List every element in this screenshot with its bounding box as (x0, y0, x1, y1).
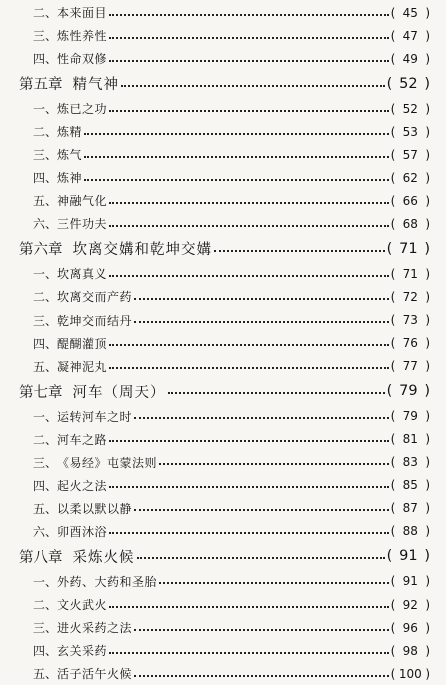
dot-leader (109, 100, 389, 112)
close-paren: ) (425, 147, 430, 162)
toc-page-number: 100 (398, 666, 422, 681)
open-paren: ( (390, 597, 396, 612)
toc-section-row (0, 428, 446, 451)
close-paren: ) (425, 432, 430, 447)
toc-section-row (0, 332, 446, 355)
open-paren: ( (390, 193, 396, 208)
open-paren: ( (390, 124, 396, 139)
toc-entry-title: 炼神 (57, 171, 83, 186)
toc-entry-title: 凝神泥丸 (57, 359, 108, 374)
toc-page-number: 47 (402, 28, 418, 43)
dot-leader (109, 27, 389, 39)
close-paren: ) (425, 501, 430, 516)
toc-page-number: 53 (402, 124, 418, 139)
toc-entry-title: 《易经》屯蒙法则 (57, 455, 158, 470)
toc-entry-title: 起火之法 (57, 478, 108, 493)
open-paren: ( (390, 170, 396, 185)
toc-entry-title: 神融气化 (57, 194, 108, 209)
close-paren: ) (425, 313, 430, 328)
close-paren: ) (425, 170, 430, 185)
open-paren: ( (390, 266, 396, 281)
toc-chapter-row (0, 70, 446, 97)
toc-page-number: 88 (402, 524, 418, 539)
open-paren: ( (390, 147, 396, 162)
open-paren: ( (386, 548, 393, 565)
dot-leader (134, 288, 389, 300)
dot-leader (84, 123, 389, 135)
toc-section-row (0, 639, 446, 662)
dot-leader (109, 4, 389, 16)
toc-entry-title: 炼精 (57, 125, 83, 140)
toc-page-number: 57 (402, 147, 418, 162)
toc-page-number: 72 (402, 289, 418, 304)
open-paren: ( (390, 51, 396, 66)
dot-leader (134, 619, 389, 631)
toc-entry-number: 二、 (33, 6, 58, 21)
dot-leader (168, 382, 385, 394)
toc-page-number: 87 (402, 501, 418, 516)
toc-section-row (0, 616, 446, 639)
dot-leader (214, 240, 385, 252)
open-paren: ( (390, 101, 396, 116)
toc-entry-title: 河车（周天） (72, 384, 166, 401)
open-paren: ( (390, 524, 396, 539)
toc-entry-number: 三、 (33, 313, 58, 328)
toc-entry-title: 卯酉沐浴 (57, 524, 108, 539)
toc-entry-number: 一、 (33, 409, 58, 424)
toc-chapter-row (0, 235, 446, 262)
toc-section-row (0, 570, 446, 593)
close-paren: ) (425, 51, 430, 66)
toc-entry-number: 三、 (33, 621, 58, 636)
close-paren: ) (425, 359, 430, 374)
toc-page-number: 73 (402, 313, 418, 328)
toc-page-number: 83 (402, 455, 418, 470)
dot-leader (109, 192, 389, 204)
open-paren: ( (390, 359, 396, 374)
table-of-contents (0, 1, 446, 685)
toc-entry-number: 四、 (33, 478, 58, 493)
dot-leader (121, 75, 385, 87)
toc-chapter-row (0, 378, 446, 405)
close-paren: ) (425, 193, 430, 208)
toc-section-row (0, 47, 446, 70)
dot-leader (84, 169, 389, 181)
open-paren: ( (390, 455, 396, 470)
toc-entry-number: 三、 (33, 29, 58, 44)
open-paren: ( (390, 336, 396, 351)
toc-page-number: 52 (399, 75, 418, 92)
close-paren: ) (425, 643, 430, 658)
toc-entry-number: 六、 (33, 524, 58, 539)
toc-page-number: 49 (402, 51, 418, 66)
toc-entry-number: 五、 (33, 359, 58, 374)
dot-leader (109, 334, 389, 346)
toc-section-row (0, 405, 446, 428)
toc-entry-number: 三、 (33, 148, 58, 163)
close-paren: ) (425, 524, 430, 539)
toc-entry-title: 进火采药之法 (57, 621, 133, 636)
dot-leader (134, 407, 389, 419)
open-paren: ( (390, 289, 396, 304)
close-paren: ) (425, 409, 430, 424)
dot-leader (109, 430, 389, 442)
toc-page-number: 98 (402, 643, 418, 658)
toc-entry-title: 文火武火 (57, 598, 108, 612)
close-paren: ) (425, 574, 430, 589)
open-paren: ( (390, 643, 396, 658)
open-paren: ( (390, 432, 396, 447)
dot-leader (159, 453, 389, 465)
toc-entry-title: 坎离交而产药 (57, 290, 133, 305)
dot-leader (159, 572, 389, 584)
open-paren: ( (390, 5, 396, 20)
open-paren: ( (386, 383, 393, 400)
toc-entry-number: 第六章 (19, 242, 63, 259)
toc-entry-title: 三件功夫 (57, 217, 108, 232)
toc-page-number: 76 (402, 336, 418, 351)
toc-page-number: 71 (402, 266, 418, 281)
toc-entry-title: 坎离真义 (57, 267, 108, 282)
open-paren: ( (386, 75, 393, 92)
toc-page-number: 81 (402, 432, 418, 447)
open-paren: ( (386, 240, 393, 257)
open-paren: ( (390, 620, 396, 635)
open-paren: ( (390, 666, 396, 681)
toc-section-row (0, 262, 446, 285)
toc-entry-title: 活子活午火候 (57, 667, 133, 682)
toc-entry-number: 四、 (33, 52, 58, 67)
dot-leader (109, 215, 389, 227)
toc-section-row (0, 189, 446, 212)
toc-entry-title: 醍醐灌顶 (57, 336, 108, 351)
toc-page-number: 52 (402, 101, 418, 116)
toc-page-number: 85 (402, 478, 418, 493)
toc-entry-number: 第八章 (19, 549, 63, 566)
toc-entry-number: 五、 (33, 194, 58, 209)
toc-entry-title: 采炼火候 (72, 549, 135, 566)
close-paren: ) (424, 383, 430, 400)
toc-page-number: 96 (402, 620, 418, 635)
toc-chapter-row (0, 543, 446, 570)
toc-entry-number: 一、 (33, 267, 58, 282)
close-paren: ) (425, 5, 430, 20)
toc-entry-number: 二、 (33, 290, 58, 305)
toc-entry-number: 一、 (33, 574, 58, 589)
toc-entry-title: 本来面目 (57, 6, 108, 21)
toc-page-number: 45 (402, 5, 418, 20)
close-paren: ) (425, 216, 430, 231)
toc-page-number: 79 (402, 409, 418, 424)
open-paren: ( (390, 216, 396, 231)
dot-leader (134, 499, 389, 511)
toc-section-row (0, 285, 446, 308)
toc-page-number: 62 (402, 170, 418, 185)
toc-section-row (0, 474, 446, 497)
toc-section-row (0, 143, 446, 166)
toc-section-row (0, 309, 446, 332)
toc-section-row (0, 593, 446, 616)
toc-entry-title: 精气神 (72, 77, 119, 94)
toc-entry-number: 二、 (33, 125, 58, 140)
close-paren: ) (425, 336, 430, 351)
close-paren: ) (424, 75, 430, 92)
toc-section-row (0, 1, 446, 24)
toc-entry-title: 坎离交媾和乾坤交媾 (72, 242, 212, 259)
toc-section-row (0, 662, 446, 685)
close-paren: ) (425, 289, 430, 304)
open-paren: ( (390, 28, 396, 43)
toc-entry-title: 以柔以默以静 (57, 501, 133, 516)
toc-entry-number: 四、 (33, 644, 58, 659)
toc-section-row (0, 520, 446, 543)
close-paren: ) (425, 478, 430, 493)
toc-section-row (0, 166, 446, 189)
toc-page-number: 79 (399, 383, 418, 400)
dot-leader (109, 357, 389, 369)
toc-entry-number: 四、 (33, 171, 58, 186)
toc-page-number: 91 (402, 574, 418, 589)
toc-entry-title: 河车之路 (57, 432, 108, 447)
toc-section-row (0, 355, 446, 378)
open-paren: ( (390, 478, 396, 493)
close-paren: ) (425, 455, 430, 470)
close-paren: ) (425, 666, 430, 681)
toc-entry-number: 二、 (33, 598, 58, 612)
toc-entry-number: 六、 (33, 217, 58, 232)
dot-leader (134, 311, 389, 323)
toc-section-row (0, 97, 446, 120)
toc-entry-number: 第七章 (19, 384, 63, 401)
close-paren: ) (425, 124, 430, 139)
dot-leader (109, 522, 389, 534)
toc-entry-title: 性命双修 (57, 52, 108, 67)
toc-entry-number: 第五章 (19, 77, 63, 94)
close-paren: ) (424, 548, 430, 565)
dot-leader (109, 596, 389, 608)
dot-leader (134, 665, 389, 677)
toc-entry-number: 二、 (33, 432, 58, 447)
toc-page-number: 68 (402, 216, 418, 231)
toc-entry-title: 运转河车之时 (57, 409, 133, 424)
toc-section-row (0, 212, 446, 235)
dot-leader (137, 547, 385, 559)
dot-leader (84, 146, 389, 158)
toc-entry-title: 外药、大药和圣胎 (57, 574, 158, 589)
toc-page-number: 66 (402, 193, 418, 208)
close-paren: ) (425, 28, 430, 43)
open-paren: ( (390, 574, 396, 589)
toc-entry-number: 五、 (33, 501, 58, 516)
dot-leader (109, 50, 389, 62)
open-paren: ( (390, 409, 396, 424)
toc-entry-number: 一、 (33, 102, 58, 117)
close-paren: ) (425, 620, 430, 635)
toc-page-number: 77 (402, 359, 418, 374)
toc-page-number: 91 (399, 548, 418, 565)
toc-section-row (0, 451, 446, 474)
toc-section-row (0, 120, 446, 143)
toc-entry-title: 炼气 (57, 148, 83, 163)
toc-entry-number: 五、 (33, 667, 58, 682)
toc-entry-title: 炼性养性 (57, 29, 108, 44)
open-paren: ( (390, 501, 396, 516)
toc-section-row (0, 24, 446, 47)
close-paren: ) (425, 597, 430, 612)
toc-entry-number: 三、 (33, 455, 58, 470)
toc-entry-title: 乾坤交而结丹 (57, 313, 133, 328)
toc-page-number: 92 (402, 597, 418, 612)
toc-entry-title: 玄关采药 (57, 644, 108, 659)
dot-leader (109, 476, 389, 488)
toc-entry-title: 炼已之功 (57, 102, 108, 117)
dot-leader (109, 642, 389, 654)
close-paren: ) (425, 101, 430, 116)
toc-section-row (0, 497, 446, 520)
toc-page-number: 71 (399, 240, 418, 257)
open-paren: ( (390, 313, 396, 328)
toc-entry-number: 四、 (33, 336, 58, 351)
close-paren: ) (424, 240, 430, 257)
dot-leader (109, 265, 389, 277)
close-paren: ) (425, 266, 430, 281)
